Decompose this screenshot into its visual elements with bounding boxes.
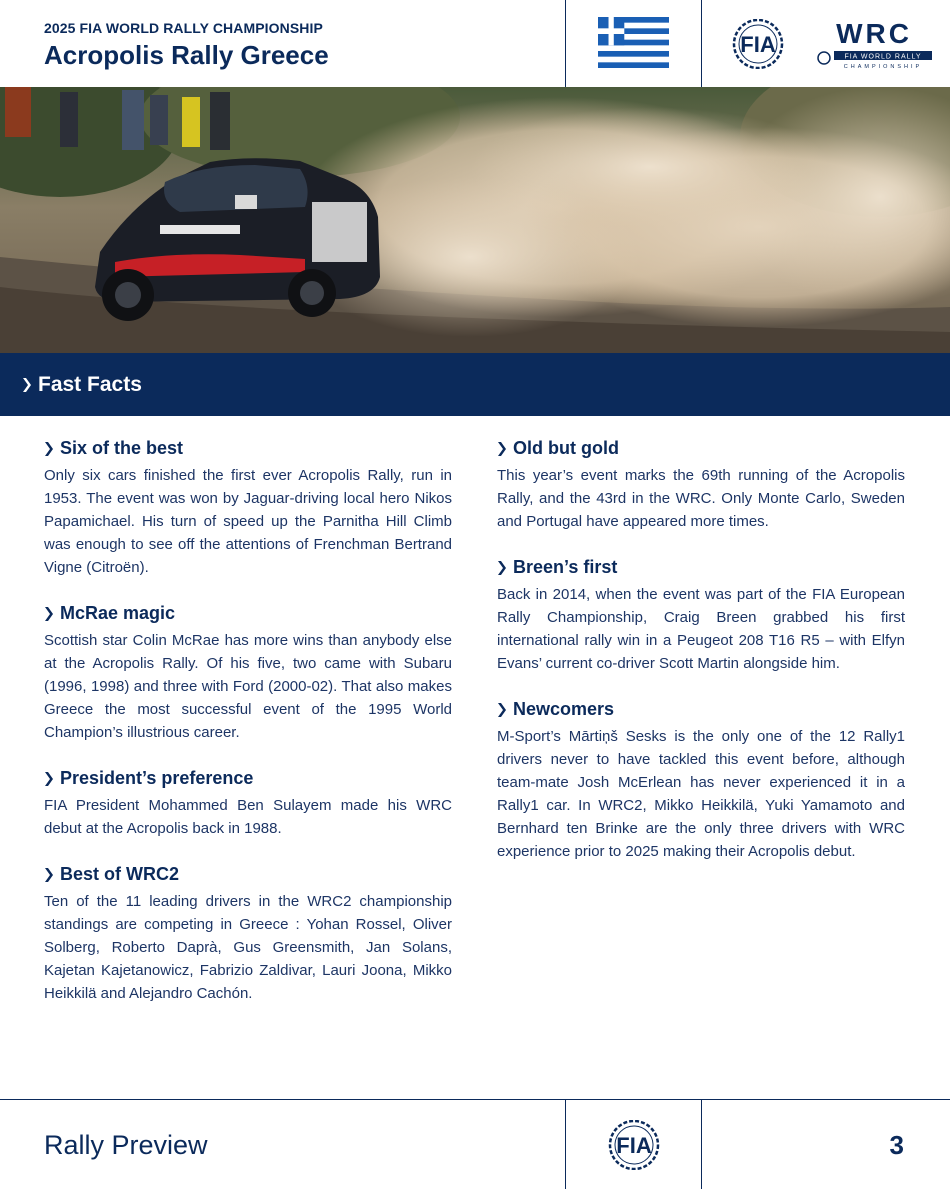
fact-heading-text: President’s preference	[60, 768, 254, 788]
fact-body: Ten of the 11 leading drivers in the WRC2 championship standings are competing in Greece : Yohan Rossel, Oliver Solberg, Roberto Daprà, Gus Greensmith, Jan Solans, Kajetan Kajetanowicz, Fabrizio Zaldivar, Lauri Joona, Mikko Heikkilä and Alejandro Cachón.	[44, 893, 452, 1002]
fact-heading-text: Six of the best	[60, 438, 184, 458]
facts-left-column	[44, 438, 452, 1029]
section-band	[0, 353, 950, 416]
fact-heading-text: Newcomers	[513, 699, 615, 719]
section-title	[22, 373, 142, 397]
fact-item	[44, 438, 452, 579]
chevron-right-icon	[44, 772, 54, 786]
fact-item	[497, 699, 905, 863]
fact-heading	[44, 864, 452, 885]
page-footer	[0, 1099, 950, 1189]
fia-logo	[597, 1120, 671, 1170]
footer-title: Rally Preview	[44, 1130, 208, 1160]
fact-item	[44, 768, 452, 840]
fact-heading	[497, 557, 905, 578]
championship-kicker: 2025 FIA WORLD RALLY CHAMPIONSHIP	[44, 20, 323, 36]
fia-logo	[721, 19, 795, 69]
wrc-logo-text: WRC	[836, 19, 912, 49]
fact-body: This year’s event marks the 69th running of the Acropolis Rally, and the 43rd in the WRC. Only Monte Carlo, Sweden and Portugal have appeared more times.	[497, 467, 905, 530]
fact-item	[44, 864, 452, 1005]
footer-divider	[565, 1100, 566, 1189]
fia-logo-text: FIA	[740, 32, 776, 57]
chevron-right-icon	[497, 703, 507, 717]
header-divider	[701, 0, 702, 87]
chevron-right-icon	[22, 378, 32, 392]
fia-logo-text: FIA	[616, 1133, 652, 1158]
page-number: 3	[889, 1130, 904, 1160]
fact-heading-text: McRae magic	[60, 603, 176, 623]
event-title: Acropolis Rally Greece	[44, 40, 329, 70]
fact-item	[44, 603, 452, 744]
fact-heading	[44, 768, 452, 789]
fact-heading-text: Best of WRC2	[60, 864, 180, 884]
fact-item	[497, 438, 905, 533]
chevron-right-icon	[497, 561, 507, 575]
section-title-label: Fast Facts	[38, 373, 142, 396]
header-divider	[565, 0, 566, 87]
fact-item	[497, 557, 905, 675]
header-title-block	[44, 20, 329, 71]
chevron-right-icon	[44, 442, 54, 456]
facts-right-column	[497, 438, 905, 887]
footer-divider	[701, 1100, 702, 1189]
rally-car-photo	[0, 87, 950, 353]
fact-heading	[44, 603, 452, 624]
wrc-logo-subtext: FIA WORLD RALLY	[844, 53, 922, 61]
fact-body: Only six cars finished the first ever Acropolis Rally, run in 1953. The event was won by Jaguar-driving local hero Nikos Papamichael. His turn of speed up the Parnitha Hill Climb was enough to see off the attentions of Frenchman Bertrand Vigne (Citroën).	[44, 467, 452, 576]
chevron-right-icon	[44, 607, 54, 621]
page-header	[0, 0, 950, 88]
fact-heading	[44, 438, 452, 459]
chevron-right-icon	[497, 442, 507, 456]
fact-body: M-Sport’s Mārtiņš Sesks is the only one of the 12 Rally1 drivers never to have tackled this event before, although team-mate Josh McErlean has never experienced it in a Rally1 car. In WRC2, Mikko Heikkilä, Yuki Yamamoto and Bernhard ten Brinke are the only three drivers with WRC experience prior to 2025 making their Acropolis debut.	[497, 728, 905, 860]
fact-body: Scottish star Colin McRae has more wins than anybody else at the Acropolis Rally. Of his five, two came with Subaru (1996, 1998) and three with Ford (2000-02). That also makes Greece the most successful event of the 1995 World Champion’s illustrious career.	[44, 632, 452, 741]
chevron-right-icon	[44, 868, 54, 882]
greek-flag-icon	[598, 17, 669, 68]
fact-heading-text: Old but gold	[513, 438, 619, 458]
fact-heading-text: Breen’s first	[513, 557, 618, 577]
fact-heading	[497, 438, 905, 459]
fact-body: Back in 2014, when the event was part of the FIA European Rally Championship, Craig Breen grabbed his first international rally win in a Peugeot 208 T16 R5 – with Elfyn Evans’ current co-driver Scott Martin alongside him.	[497, 586, 905, 672]
wrc-logo-subtext2: CHAMPIONSHIP	[843, 64, 923, 69]
fact-heading	[497, 699, 905, 720]
fact-body: FIA President Mohammed Ben Sulayem made his WRC debut at the Acropolis back in 1988.	[44, 797, 452, 837]
wrc-logo	[814, 19, 934, 69]
